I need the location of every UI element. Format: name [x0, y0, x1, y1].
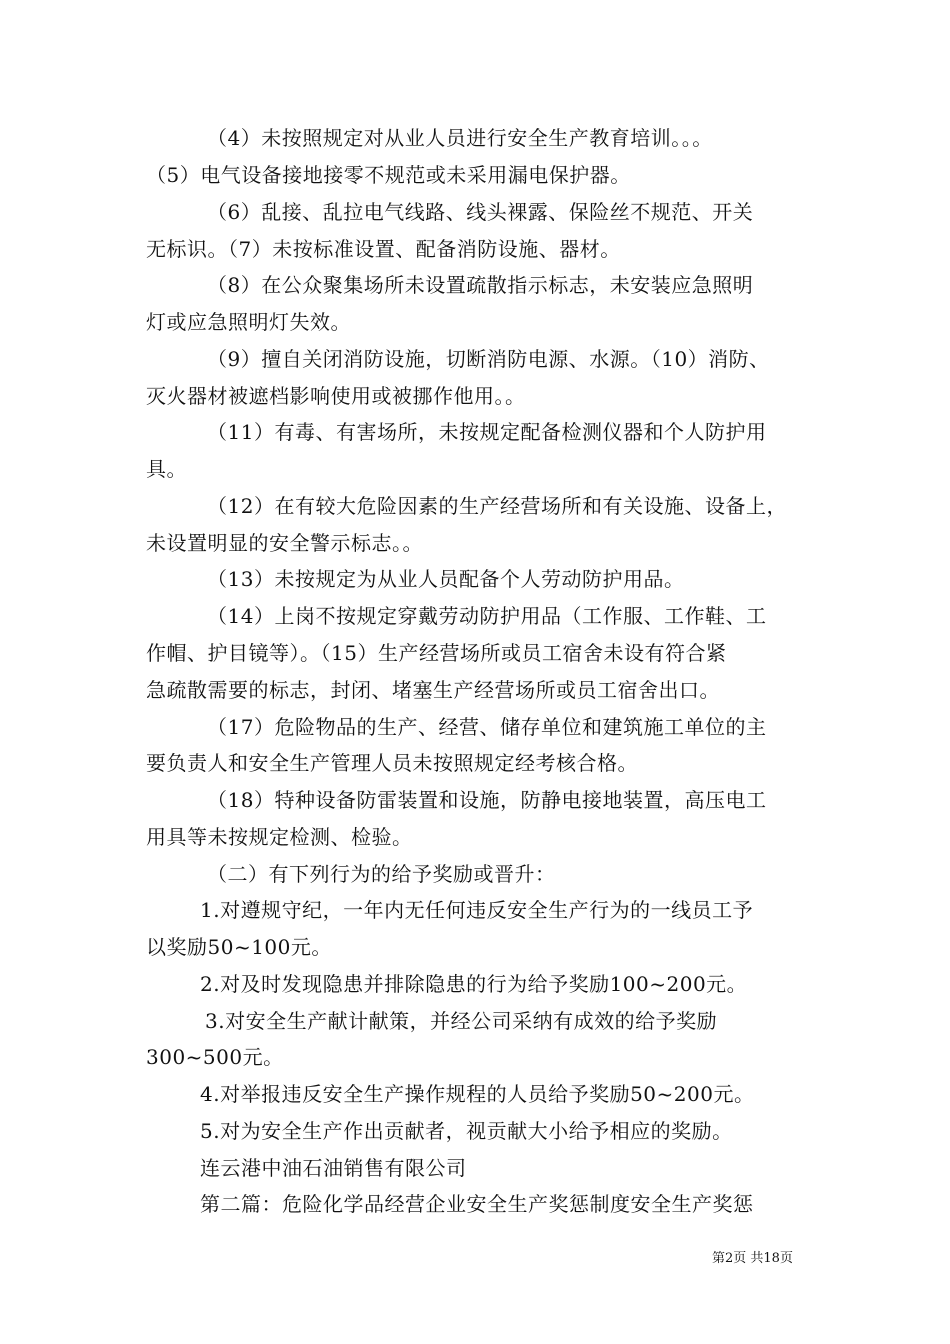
text-line-2: （5）电气设备接地接零不规范或未采用漏电保护器。	[146, 163, 631, 187]
text-line-30: 第二篇：危险化学品经营企业安全生产奖惩制度安全生产奖惩	[200, 1192, 754, 1216]
text-line-17: （17）危险物品的生产、经营、储存单位和建筑施工单位的主	[207, 715, 767, 739]
text-line-14: （14）上岗不按规定穿戴劳动防护用品（工作服、工作鞋、工	[207, 604, 767, 628]
text-line-12: 未设置明显的安全警示标志。。	[146, 531, 423, 555]
text-line-20: 用具等未按规定检测、检验。	[146, 825, 413, 849]
text-line-9: （11）有毒、有害场所，未按规定配备检测仪器和个人防护用	[207, 420, 767, 444]
text-line-7: （9）擅自关闭消防设施，切断消防电源、水源。（10）消防、	[207, 347, 770, 371]
text-line-19: （18）特种设备防雷装置和设施，防静电接地装置，高压电工	[207, 788, 767, 812]
text-line-18: 要负责人和安全生产管理人员未按照规定经考核合格。	[146, 751, 638, 775]
text-line-1: （4）未按照规定对从业人员进行安全生产教育培训。。。	[207, 126, 713, 150]
text-line-3: （6）乱接、乱拉电气线路、线头裸露、保险丝不规范、开关	[207, 200, 754, 224]
text-line-13: （13）未按规定为从业人员配备个人劳动防护用品。	[207, 567, 685, 591]
text-line-10: 具。	[146, 457, 187, 481]
text-line-21: （二）有下列行为的给予奖励或晋升：	[207, 862, 556, 886]
text-line-26: 300~500元。	[146, 1045, 284, 1069]
text-line-27: 4.对举报违反安全生产操作规程的人员给予奖励50~200元。	[200, 1082, 755, 1106]
text-line-8: 灭火器材被遮档影响使用或被挪作他用。。	[146, 384, 526, 408]
text-line-28: 5.对为安全生产作出贡献者，视贡献大小给予相应的奖励。	[200, 1119, 733, 1143]
text-line-4: 无标识。（7）未按标准设置、配备消防设施、器材。	[146, 237, 621, 261]
text-line-6: 灯或应急照明灯失效。	[146, 310, 351, 334]
text-line-11: （12）在有较大危险因素的生产经营场所和有关设施、设备上，	[207, 494, 787, 518]
text-line-24: 2.对及时发现隐患并排除隐患的行为给予奖励100~200元。	[200, 972, 748, 996]
text-line-23: 以奖励50~100元。	[146, 935, 332, 959]
text-line-16: 急疏散需要的标志，封闭、堵塞生产经营场所或员工宿舍出口。	[146, 678, 720, 702]
text-line-29: 连云港中油石油销售有限公司	[200, 1156, 467, 1180]
text-line-22: 1.对遵规守纪，一年内无任何违反安全生产行为的一线员工予	[200, 898, 754, 922]
text-line-5: （8）在公众聚集场所未设置疏散指示标志，未安装应急照明	[207, 273, 754, 297]
page-number-footer: 第2页 共18页	[712, 1251, 793, 1266]
text-line-15: 作帽、护目镜等）。（15）生产经营场所或员工宿舍未设有符合紧	[146, 641, 727, 665]
text-line-25: 3.对安全生产献计献策，并经公司采纳有成效的给予奖励	[205, 1009, 718, 1033]
